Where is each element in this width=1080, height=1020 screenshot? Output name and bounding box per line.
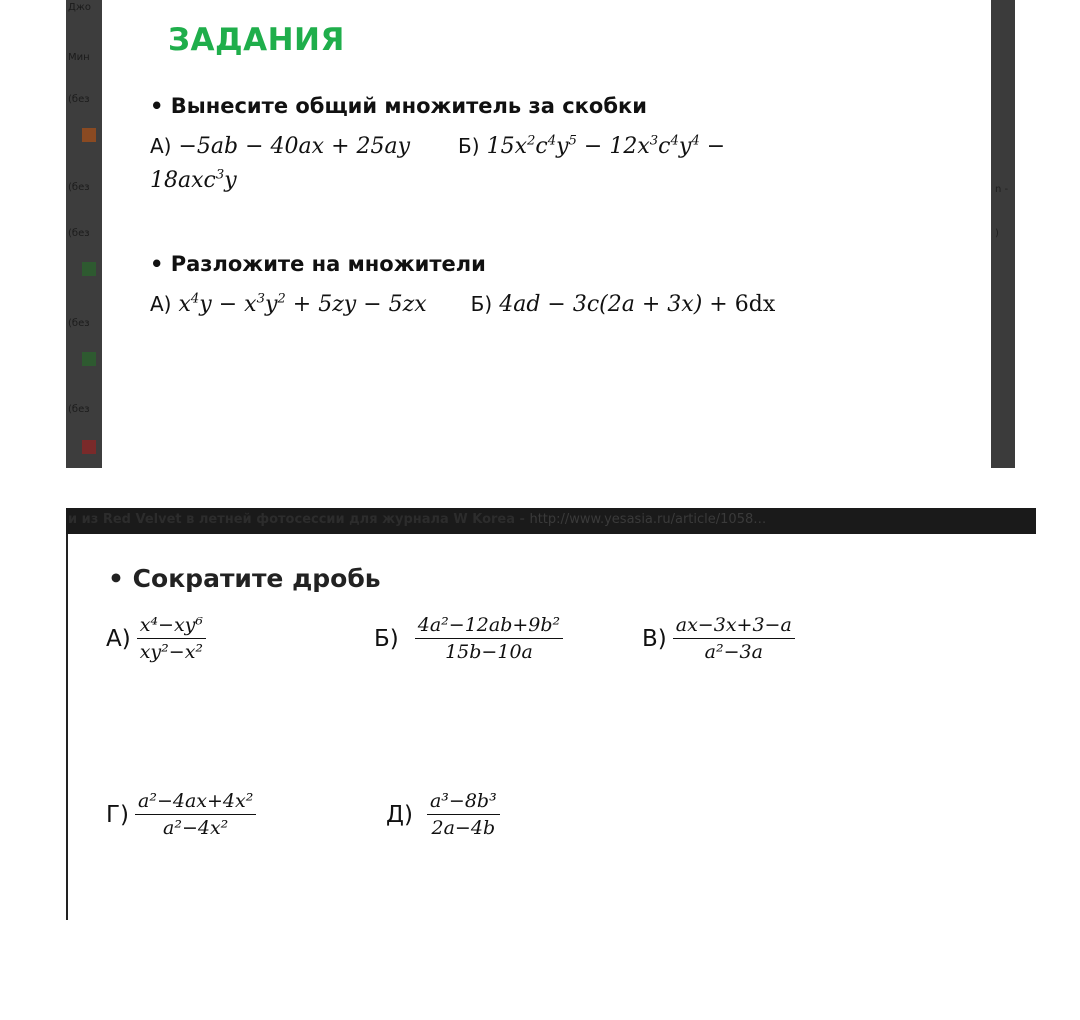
numerator: ax−3x+3−a bbox=[673, 614, 795, 639]
fraction bbox=[427, 790, 500, 839]
item-label: В) bbox=[642, 625, 667, 652]
file-icon bbox=[82, 128, 96, 142]
bg-text: (без bbox=[68, 228, 90, 239]
numerator: a²−4ax+4x² bbox=[135, 790, 256, 815]
denominator: a²−3a bbox=[704, 641, 763, 663]
fraction-item bbox=[386, 790, 500, 839]
background-sidebar bbox=[66, 0, 102, 468]
task-line: А) −5ab − 40ax + 25ay Б) $15x^2c^4y^5 - 12x^3c^4y^4$ − bbox=[150, 133, 726, 159]
fraction-item bbox=[374, 614, 563, 663]
file-icon bbox=[82, 440, 96, 454]
bg-text: Джо bbox=[68, 2, 91, 13]
screenshot-2 bbox=[66, 508, 1036, 920]
page-title: ЗАДАНИЯ bbox=[168, 22, 345, 58]
bg-text: (без bbox=[68, 182, 90, 193]
file-icon bbox=[82, 262, 96, 276]
bg-text: (без bbox=[68, 318, 90, 329]
file-icon bbox=[82, 352, 96, 366]
bg-text: (без bbox=[68, 94, 90, 105]
fraction-item bbox=[106, 790, 256, 839]
bg-text: n - bbox=[995, 184, 1009, 195]
caption-link[interactable]: http://www.yesasia.ru/article/1058… bbox=[529, 512, 767, 527]
numerator: 4a²−12ab+9b² bbox=[415, 614, 563, 639]
caption-text: и из Red Velvet в летней фотосессии для журнала W Korea - bbox=[68, 512, 525, 527]
item-label: Б) bbox=[374, 625, 399, 652]
screenshot-1 bbox=[66, 0, 1015, 468]
item-label: А) bbox=[150, 292, 172, 316]
bg-text: (без bbox=[68, 404, 90, 415]
fraction-item bbox=[642, 614, 795, 663]
denominator: 15b−10a bbox=[445, 641, 533, 663]
fraction bbox=[415, 614, 563, 663]
task-heading: • Разложите на множители bbox=[150, 252, 486, 276]
fraction bbox=[137, 614, 206, 663]
task-heading: • Сократите дробь bbox=[108, 564, 381, 593]
item-label: Г) bbox=[106, 801, 129, 828]
bg-text: ) bbox=[995, 228, 999, 239]
divider bbox=[66, 534, 68, 920]
denominator: xy²−x² bbox=[139, 641, 204, 663]
slide-tasks bbox=[102, 0, 991, 468]
denominator: 2a−4b bbox=[431, 817, 496, 839]
task-line: А) $x^4y - x^3y^2 + 5zy - 5zx$ Б) 4ad − 3c(2a + 3x) + 6dx bbox=[150, 291, 776, 317]
fraction-item bbox=[106, 614, 206, 663]
numerator: a³−8b³ bbox=[427, 790, 500, 815]
caption-strip bbox=[66, 508, 1036, 534]
task-line-continued: 18axc$^3$y bbox=[150, 167, 237, 193]
task-heading: • Вынесите общий множитель за скобки bbox=[150, 94, 647, 118]
denominator: a²−4x² bbox=[163, 817, 229, 839]
item-label: Б) bbox=[458, 134, 480, 158]
item-label: Д) bbox=[386, 801, 413, 828]
item-label: А) bbox=[150, 134, 172, 158]
fraction bbox=[673, 614, 795, 663]
bg-text: Мин bbox=[68, 52, 90, 63]
fraction bbox=[135, 790, 256, 839]
item-label: А) bbox=[106, 625, 131, 652]
numerator: x⁴−xy⁶ bbox=[137, 614, 206, 639]
item-label: Б) bbox=[470, 292, 493, 316]
background-right-panel bbox=[991, 0, 1015, 468]
